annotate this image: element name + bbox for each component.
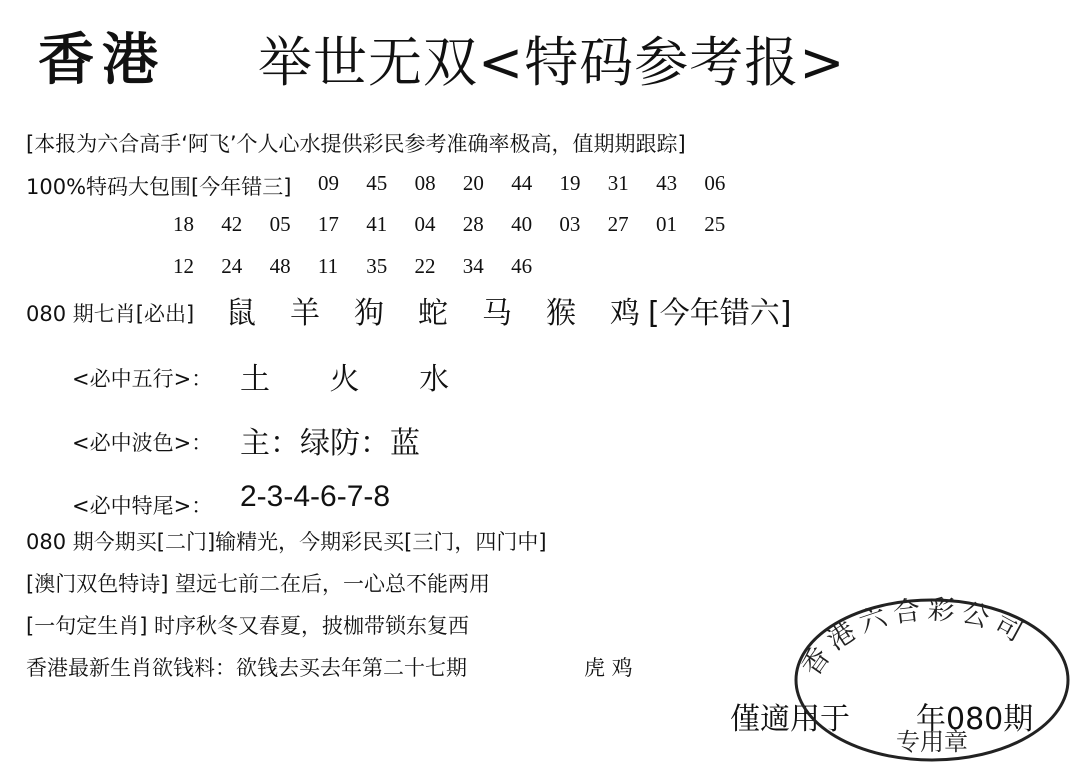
seal-bottom-text: 专用章 xyxy=(896,728,968,756)
five-elements-values xyxy=(240,354,499,398)
intro-text: [本报为六合高手‘阿飞’个人心水提供彩民参考准确率极高，值期期跟踪] xyxy=(26,132,686,156)
code-number: 45 xyxy=(366,171,388,195)
code-number: 12 xyxy=(173,254,194,278)
code-number: 06 xyxy=(704,171,726,195)
element-value: 水 xyxy=(419,362,450,397)
special-code-label: 100%特码大包围[今年错三] xyxy=(26,175,292,199)
special-tail-value: 2-3-4-6-7-8 xyxy=(240,480,391,513)
zodiac-verse-line: [一句定生肖] 时序秋冬又春夏，披枷带锁东复西 xyxy=(26,614,470,638)
zodiac-animal: 蛇 xyxy=(418,296,448,331)
code-number: 17 xyxy=(317,212,339,236)
code-number: 43 xyxy=(656,171,678,195)
headline: 举世无双<特码参考报> xyxy=(258,31,846,94)
code-number: 11 xyxy=(317,254,339,278)
code-number: 34 xyxy=(462,254,484,278)
company-seal xyxy=(792,592,1072,762)
macau-poem-line: [澳门双色特诗] 望远七前二在后，一心总不能两用 xyxy=(26,572,491,596)
special-code-row-2 xyxy=(173,212,753,237)
seven-zodiac-label: 080 期七肖[必出] xyxy=(26,302,195,326)
code-number: 18 xyxy=(173,212,194,236)
valid-text: 僅適用于 xyxy=(730,702,850,737)
element-value: 土 xyxy=(240,362,270,397)
code-number: 40 xyxy=(511,212,533,236)
code-number: 04 xyxy=(414,212,436,236)
code-number: 48 xyxy=(269,254,291,278)
brand-title: 香港 xyxy=(38,27,166,93)
code-number: 22 xyxy=(414,254,436,278)
seal-text: 香港六合彩公司 xyxy=(795,594,1034,682)
latest-zodiac-answer: 虎 鸡 xyxy=(584,656,633,680)
wave-color-value: 主：绿防：蓝 xyxy=(240,426,420,461)
wave-color-label: <必中波色>： xyxy=(72,431,213,455)
code-number: 25 xyxy=(704,212,726,236)
zodiac-animal: 狗 xyxy=(354,296,384,331)
zodiac-note: [今年错六] xyxy=(648,296,792,331)
code-number: 44 xyxy=(511,171,533,195)
code-number: 19 xyxy=(559,171,581,195)
zodiac-animal: 鸡 xyxy=(610,296,640,331)
code-number: 28 xyxy=(462,212,484,236)
seal-stamp xyxy=(792,592,1072,762)
code-number: 31 xyxy=(607,171,629,195)
code-number: 35 xyxy=(366,254,388,278)
seven-zodiac-values xyxy=(226,288,791,332)
zodiac-animal: 鼠 xyxy=(226,296,256,331)
zodiac-animal: 猴 xyxy=(546,296,576,331)
buy-result-line: 080 期今期买[二门]输精光，今期彩民买[三门，四门中] xyxy=(26,530,547,554)
special-code-row-1 xyxy=(318,171,753,196)
element-value: 火 xyxy=(329,362,360,397)
zodiac-animal: 羊 xyxy=(290,296,320,331)
code-number: 08 xyxy=(414,171,436,195)
code-number: 42 xyxy=(221,212,243,236)
code-number: 27 xyxy=(607,212,629,236)
code-number: 24 xyxy=(221,254,243,278)
code-number: 41 xyxy=(366,212,388,236)
code-number: 46 xyxy=(511,254,533,278)
code-number: 09 xyxy=(318,171,339,195)
zodiac-animal: 马 xyxy=(482,296,512,331)
special-tail-label: <必中特尾>： xyxy=(72,494,213,518)
code-number: 05 xyxy=(269,212,291,236)
valid-period-number: 年080期 xyxy=(916,702,1034,737)
special-code-row-3 xyxy=(173,254,559,279)
code-number: 03 xyxy=(559,212,581,236)
code-number: 01 xyxy=(655,212,677,236)
code-number: 20 xyxy=(462,171,484,195)
latest-zodiac-line: 香港最新生肖欲钱料：欲钱去买去年第二十七期 xyxy=(26,656,467,680)
five-elements-label: <必中五行>： xyxy=(72,367,213,391)
